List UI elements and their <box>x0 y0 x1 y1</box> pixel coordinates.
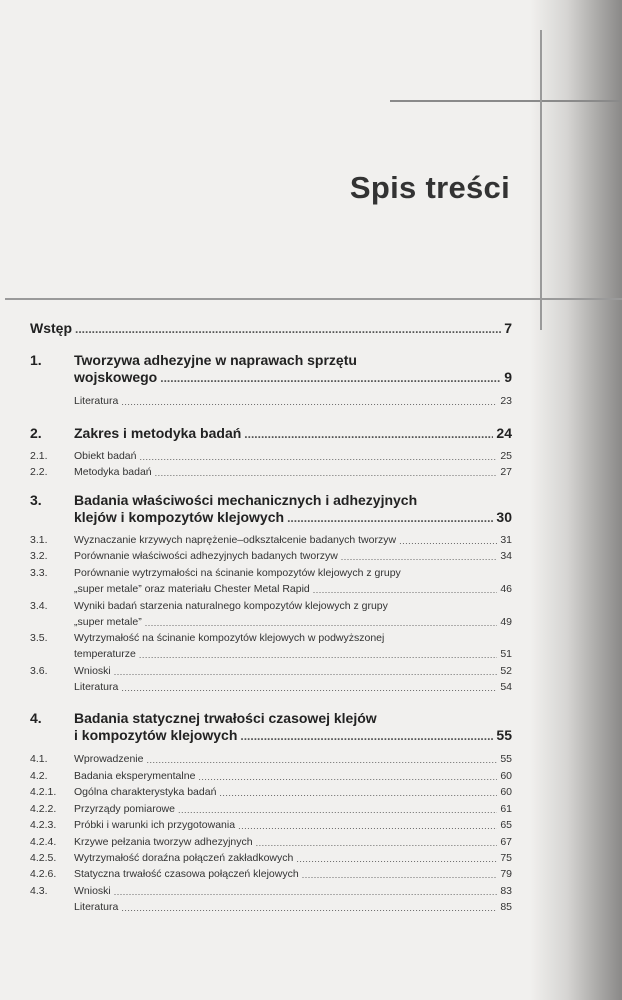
toc-entry-number: 4.1. <box>30 753 48 765</box>
leader-dots <box>238 821 497 831</box>
leader-dots <box>240 729 493 743</box>
toc-entry-number: 4.2.4. <box>30 836 57 848</box>
toc-entry-intro[interactable] <box>30 320 512 336</box>
toc-entry-number: 4.2.3. <box>30 819 57 831</box>
toc-entry-label: temperaturze <box>74 648 136 660</box>
toc-entry-4-2-1[interactable] <box>74 786 512 798</box>
toc-entry-page: 30 <box>496 509 512 525</box>
toc-entry-label: „super metale” oraz materiału Chester Metal Rapid <box>74 583 310 595</box>
leader-dots <box>139 452 497 462</box>
toc-entry-4-3[interactable] <box>74 885 512 897</box>
toc-entry-2-2[interactable] <box>74 466 512 478</box>
leader-dots <box>121 683 497 693</box>
toc-entry-label: Statyczna trwałość czasowa połączeń klejowych <box>74 868 299 880</box>
toc-entry-number: 2.2. <box>30 466 48 478</box>
toc-entry-number: 4.2.1. <box>30 786 57 798</box>
toc-entry-label: Krzywe pełzania tworzyw adhezyjnych <box>74 836 253 848</box>
toc-entry-label: Wstęp <box>30 320 72 336</box>
toc-entry-page: 67 <box>500 836 512 848</box>
toc-entry-label: Literatura <box>74 901 119 913</box>
leader-dots <box>302 870 498 880</box>
toc-entry-number: 3.4. <box>30 600 48 612</box>
toc-entry-number: 3.5. <box>30 632 48 644</box>
toc-entry-page: 79 <box>500 868 512 880</box>
toc-entry-page: 23 <box>500 395 512 407</box>
toc-entry-label: Wnioski <box>74 665 111 677</box>
toc-entry-page: 7 <box>504 320 512 336</box>
toc-entry-chapter-2[interactable] <box>74 425 512 441</box>
toc-entry-label: Literatura <box>74 395 119 407</box>
toc-entry-number: 3.1. <box>30 534 48 546</box>
leader-dots <box>256 838 498 848</box>
toc-entry-page: 25 <box>500 450 512 462</box>
toc-entry-number: 2.1. <box>30 450 48 462</box>
toc-entry-page: 55 <box>500 753 512 765</box>
toc-entry-label-line1: Badania właściwości mechanicznych i adhezyjnych <box>74 492 418 508</box>
toc-entry-page: 31 <box>500 534 512 546</box>
toc-entry-4-2-3[interactable] <box>74 819 512 831</box>
toc-entry-page: 51 <box>500 648 512 660</box>
toc-entry-number: 3. <box>30 492 42 508</box>
leader-dots <box>114 887 498 897</box>
leader-dots <box>244 427 493 441</box>
toc-entry-page: 60 <box>500 770 512 782</box>
toc-entry-3-3[interactable] <box>74 583 512 595</box>
toc-entry-label: i kompozytów klejowych <box>74 727 238 743</box>
toc-entry-page: 75 <box>500 852 512 864</box>
toc-entry-number: 3.3. <box>30 567 48 579</box>
toc-entry-chapter-3[interactable] <box>74 509 512 525</box>
toc-entry-label: Wprowadzenie <box>74 753 144 765</box>
toc-entry-page: 60 <box>500 786 512 798</box>
toc-entry-label-line1: Tworzywa adhezyjne w naprawach sprzętu <box>74 352 357 368</box>
toc-entry-label-line1: Porównanie wytrzymałości na ścinanie kompozytów klejowych z grupy <box>74 567 401 579</box>
toc-entry-3-1[interactable] <box>74 534 512 546</box>
toc-entry-2-1[interactable] <box>74 450 512 462</box>
toc-entry-page: 46 <box>500 583 512 595</box>
leader-dots <box>121 397 497 407</box>
toc-entry-page: 52 <box>500 665 512 677</box>
leader-dots <box>296 854 497 864</box>
toc-entry-label: Wyznaczanie krzywych naprężenie–odkształcenie badanych tworzyw <box>74 534 397 546</box>
toc-entry-3-4[interactable] <box>74 616 512 628</box>
leader-dots <box>146 755 497 765</box>
leader-dots <box>399 536 497 546</box>
toc-entry-3-5[interactable] <box>74 648 512 660</box>
leader-dots <box>313 585 498 595</box>
toc-entry-number: 4.2.6. <box>30 868 57 880</box>
toc-entry-label-line1: Wytrzymałość na ścinanie kompozytów klejowych w podwyższonej <box>74 632 385 644</box>
toc-entry-4-2[interactable] <box>74 770 512 782</box>
toc-entry-page: 83 <box>500 885 512 897</box>
toc-entry-number: 4.3. <box>30 885 48 897</box>
toc-entry-label: Porównanie właściwości adhezyjnych badanych tworzyw <box>74 550 338 562</box>
toc-entry-label: Przyrządy pomiarowe <box>74 803 175 815</box>
toc-entry-label: Metodyka badań <box>74 466 152 478</box>
toc-entry-4-2-5[interactable] <box>74 852 512 864</box>
leader-dots <box>198 772 497 782</box>
toc-entry-ch4-literature[interactable] <box>74 901 512 913</box>
toc-entry-4-2-4[interactable] <box>74 836 512 848</box>
toc-entry-4-1[interactable] <box>74 753 512 765</box>
toc-entry-label: Zakres i metodyka badań <box>74 425 242 441</box>
leader-dots <box>139 650 497 660</box>
toc-entry-page: 34 <box>500 550 512 562</box>
toc-entry-page: 61 <box>500 803 512 815</box>
toc-entry-page: 85 <box>500 901 512 913</box>
leader-dots <box>114 667 498 677</box>
leader-dots <box>155 468 498 478</box>
toc-entry-label-line1: Badania statycznej trwałości czasowej klejów <box>74 710 377 726</box>
leader-dots <box>75 322 501 336</box>
toc-entry-page: 55 <box>496 727 512 743</box>
toc-entry-label: Próbki i warunki ich przygotowania <box>74 819 236 831</box>
toc-entry-label: wojskowego <box>74 369 158 385</box>
toc-entry-label: Badania eksperymentalne <box>74 770 196 782</box>
toc-entry-number: 4.2.2. <box>30 803 57 815</box>
leader-dots <box>287 511 493 525</box>
leader-dots <box>121 903 497 913</box>
leader-dots <box>219 788 497 798</box>
toc-entry-page: 24 <box>496 425 512 441</box>
toc-entry-number: 4. <box>30 710 42 726</box>
toc-entry-number: 4.2.5. <box>30 852 57 864</box>
toc-entry-label: Obiekt badań <box>74 450 137 462</box>
toc-entry-chapter-4[interactable] <box>74 727 512 743</box>
toc-entry-chapter-1[interactable] <box>74 369 512 385</box>
toc-entry-number: 3.6. <box>30 665 48 677</box>
toc-entry-ch1-literature[interactable] <box>74 395 512 407</box>
toc-entry-label: klejów i kompozytów klejowych <box>74 509 285 525</box>
toc-entry-label-line1: Wyniki badań starzenia naturalnego kompozytów klejowych z grupy <box>74 600 388 612</box>
toc-entry-4-2-2[interactable] <box>74 803 512 815</box>
toc-entry-4-2-6[interactable] <box>74 868 512 880</box>
toc-entry-page: 54 <box>500 681 512 693</box>
toc-entry-number: 1. <box>30 352 42 368</box>
leader-dots <box>178 805 497 815</box>
toc-entry-label: Literatura <box>74 681 119 693</box>
toc-entry-3-6[interactable] <box>74 665 512 677</box>
toc-entry-page: 9 <box>504 369 512 385</box>
toc-entry-label: „super metale” <box>74 616 142 628</box>
toc-entry-number: 3.2. <box>30 550 48 562</box>
page-title: Spis treści <box>349 170 510 205</box>
toc-entry-ch3-literature[interactable] <box>74 681 512 693</box>
toc-entry-page: 49 <box>500 616 512 628</box>
leader-dots <box>341 552 498 562</box>
leader-dots <box>145 618 498 628</box>
toc-entry-3-2[interactable] <box>74 550 512 562</box>
toc-entry-label: Wnioski <box>74 885 111 897</box>
leader-dots <box>160 371 501 385</box>
toc-entry-label: Ogólna charakterystyka badań <box>74 786 217 798</box>
toc-entry-number: 2. <box>30 425 42 441</box>
toc-entry-label: Wytrzymałość doraźna połączeń zakładkowych <box>74 852 294 864</box>
toc-entry-page: 27 <box>500 466 512 478</box>
toc-entry-page: 65 <box>500 819 512 831</box>
toc-entry-number: 4.2. <box>30 770 48 782</box>
